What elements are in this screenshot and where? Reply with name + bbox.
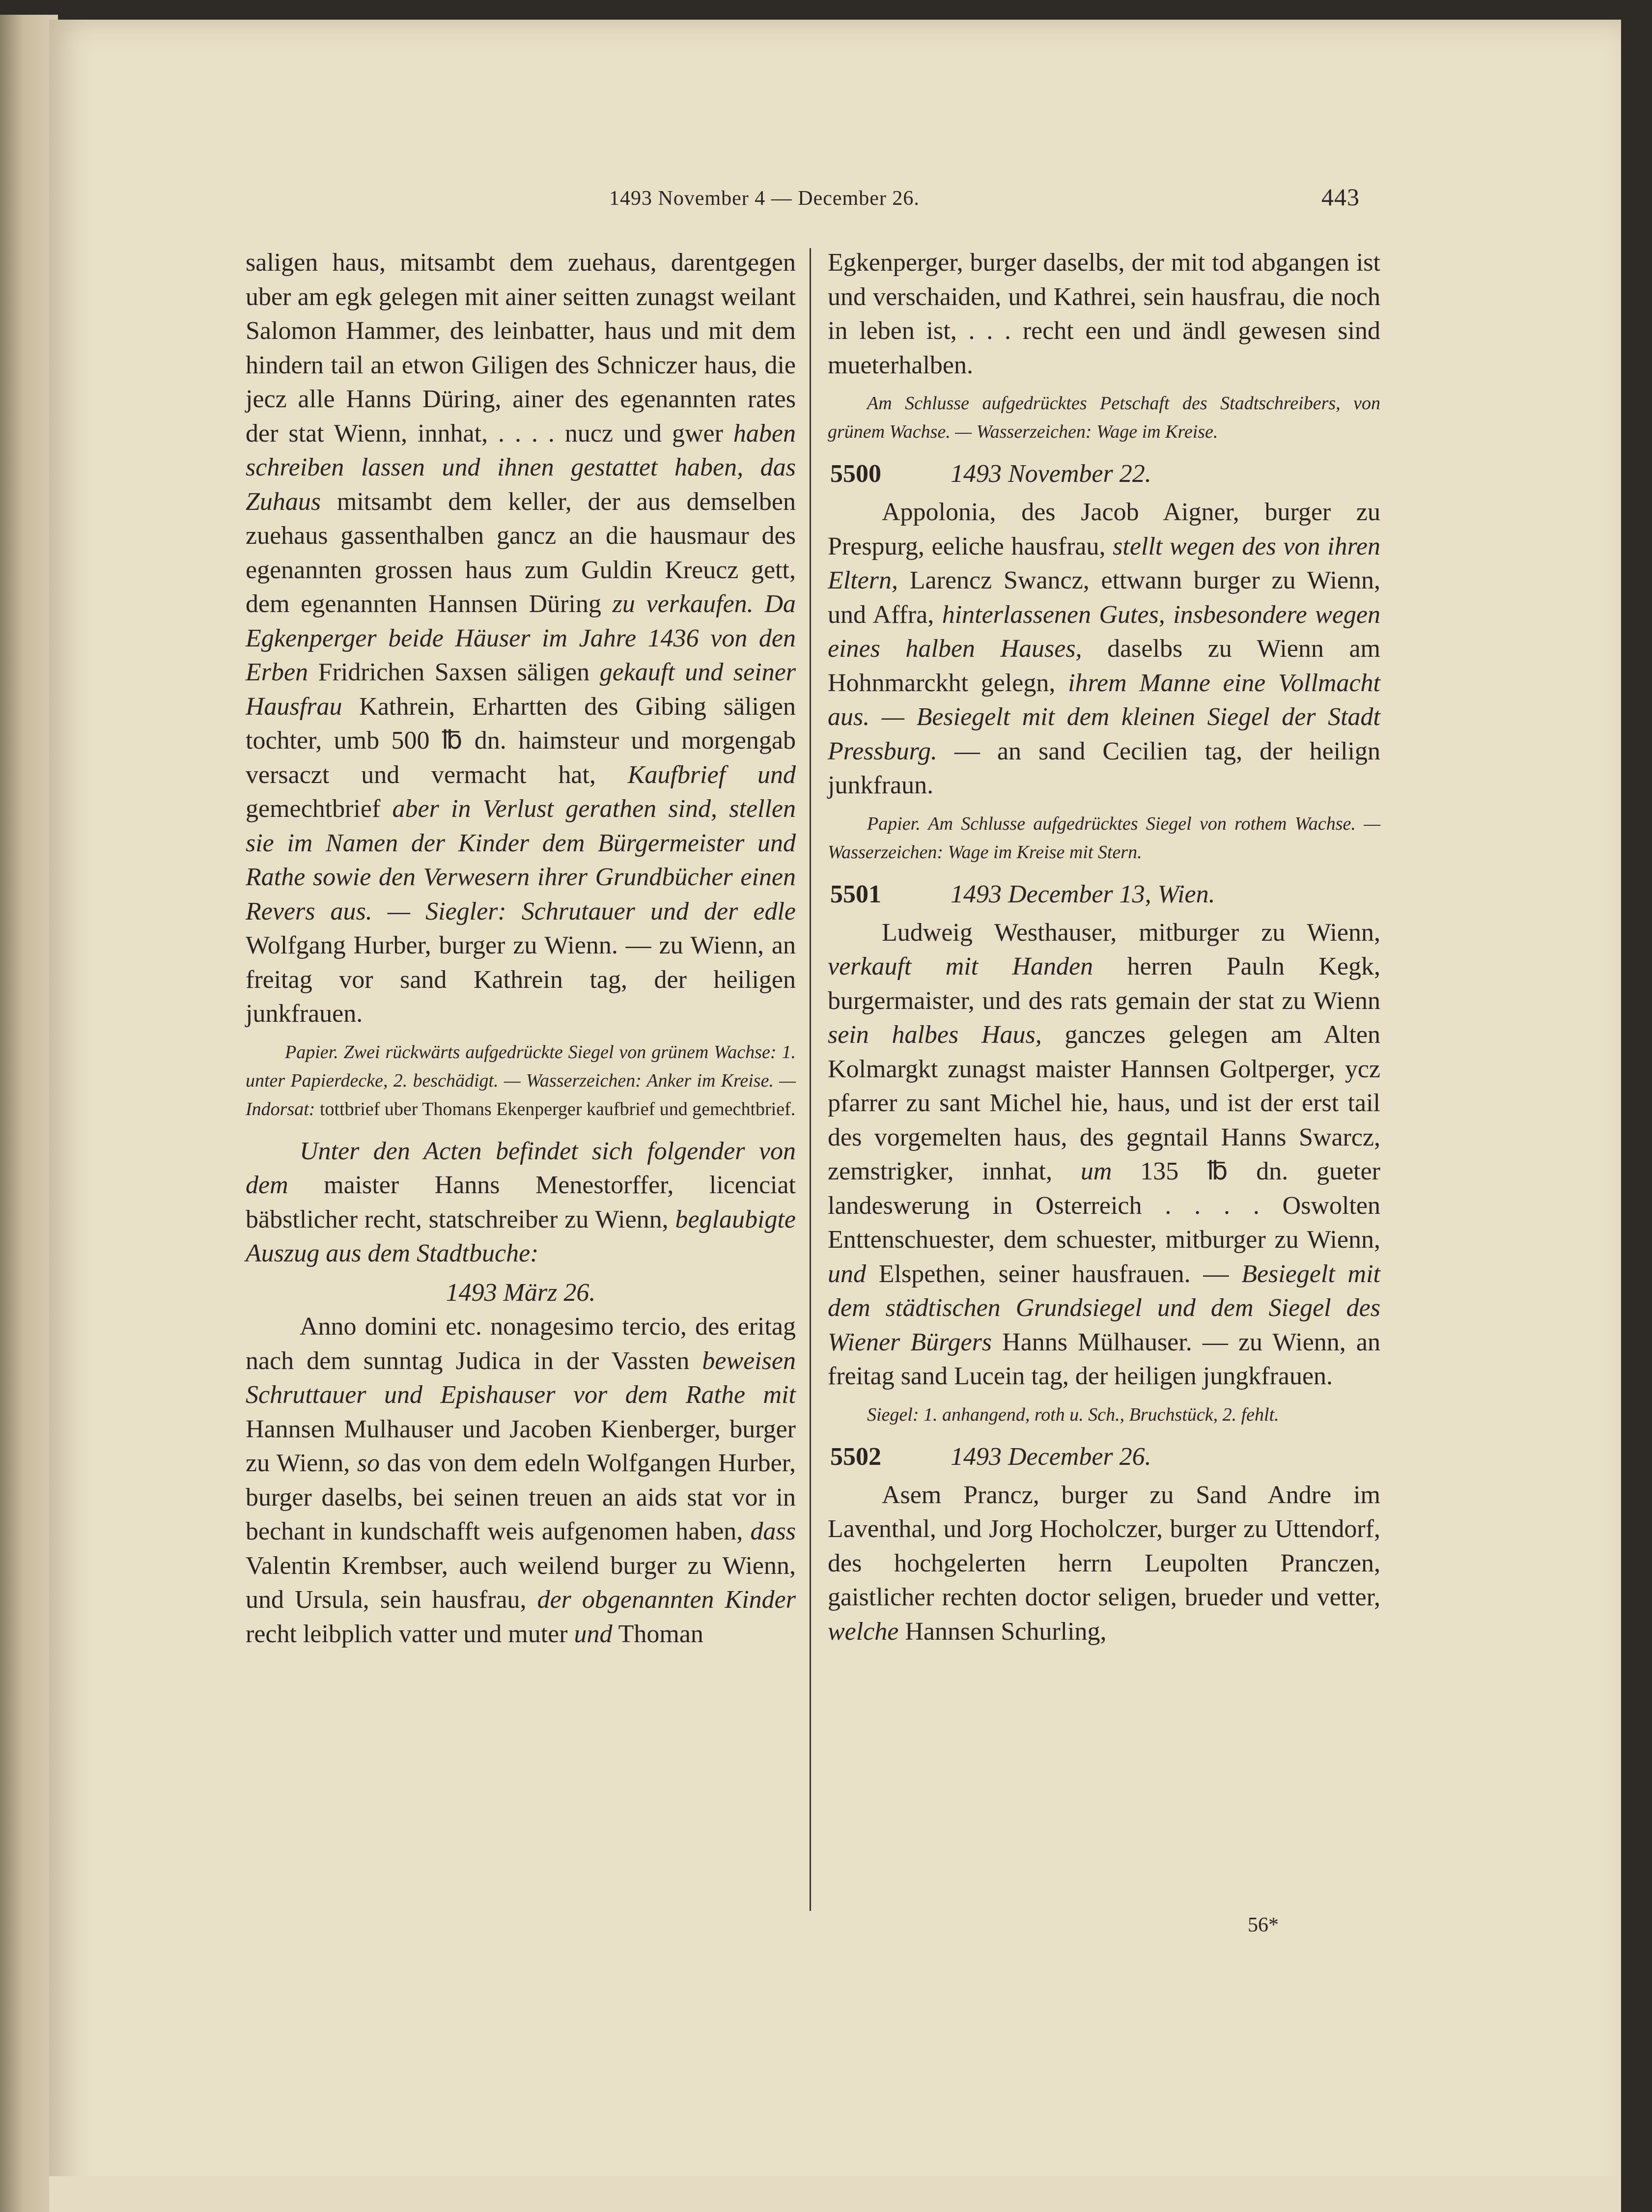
document-heading-5502 <box>828 1440 1380 1474</box>
header-date-range: 1493 November 4 — December 26. <box>609 187 920 210</box>
text-run-italic: zu verkaufen. Da Egkenperger beide Häuser im Jahre 1436 von den Erben <box>246 590 796 686</box>
archival-note: Am Schlusse aufgedrücktes Petschaft des Stadtschreibers, von grünem Wachse. — Wasserzeichen: Wage im Kreise. <box>828 393 1380 442</box>
signature-mark: 56* <box>1248 1914 1279 1936</box>
running-header <box>609 183 1375 221</box>
text-run-italic: um <box>1080 1157 1112 1185</box>
paragraph <box>246 1134 796 1271</box>
text-run: Larencz Swancz, ettwann burger zu Wienn, und Affra, <box>828 566 1380 629</box>
archival-note: Siegel: 1. anhangend, roth u. Sch., Bruchstück, 2. fehlt. <box>867 1404 1279 1425</box>
text-run-italic: beweisen Schruttauer und Epishauser vor dem Rathe mit <box>246 1346 796 1409</box>
text-run-italic: beglaubigte Auszug aus dem Stadtbuche: <box>246 1205 796 1267</box>
text-run: das von dem edeln Wolfgangen Hurber, burger daselbs, bei seinen treuen an aids stat vor in bechant in kundschafft weis aufgenomen haben, <box>246 1449 796 1545</box>
document-body-5502 <box>828 1478 1380 1649</box>
paragraph <box>246 1310 796 1651</box>
text-run-italic: der obgenannten Kinder <box>537 1586 796 1614</box>
text-run: Hannsen Mulhauser und Jacoben Kienberger, burger zu Wienn, <box>246 1415 796 1477</box>
text-run-italic: gekauft und seiner Hausfrau <box>246 658 796 721</box>
text-run-italic: und <box>574 1620 613 1648</box>
column-divider <box>810 248 811 1911</box>
text-run: Thoman <box>612 1620 703 1648</box>
document-number: 5500 <box>830 460 881 488</box>
right-column <box>828 246 1380 1649</box>
text-run-italic: und <box>828 1260 866 1288</box>
document-body-5501 <box>828 916 1380 1394</box>
text-run-italic: dass <box>750 1517 796 1545</box>
document-number: 5501 <box>830 880 881 908</box>
document-date: 1493 November 22. <box>951 460 1151 488</box>
text-run-italic: Unter den Acten befindet sich folgender von dem <box>246 1137 796 1199</box>
paragraph-continuation <box>246 246 796 1031</box>
page-bottom-margin <box>49 2176 1621 2212</box>
text-run: — an sand Cecilien tag, der heilign junkfraun. <box>828 737 1380 799</box>
text-run: Hanns Mülhauser. — zu Wienn, an freitag sand Lucein tag, der heiligen jungkfrauen. <box>828 1328 1380 1390</box>
text-run: ganczes gelegen am Alten Kolmargkt zunagst maister Hannsen Goltperger, ycz pfarrer zu sant Michel hie, haus, und ist der erst tail des vorgemelten haus, des gegntail Hanns Swarcz, zemstrigker, innhat, <box>828 1021 1380 1185</box>
text-run: Kathrein, Erhartten des Gibing säligen tochter, umb 500 ℔ dn. haimsteur und morgengab versaczt und vermacht hat, <box>246 692 796 789</box>
text-run: Appolonia, des Jacob Aigner, burger zu Prespurg, eeliche hausfrau, <box>828 498 1380 560</box>
text-run: Fridrichen Saxsen säligen <box>308 658 600 686</box>
archival-note: Papier. Am Schlusse aufgedrücktes Siegel von rothem Wachse. — Wasserzeichen: Wage im Kreise mit Stern. <box>828 813 1380 863</box>
document-number: 5502 <box>830 1442 881 1471</box>
text-run-italic: welche <box>828 1617 899 1646</box>
text-run: maister Hanns Menestorffer, licenciat bäbstlicher recht, statschreiber zu Wienn, <box>246 1171 796 1233</box>
archival-note <box>246 1038 796 1123</box>
text-run-italic: ihrem Manne eine Vollmacht aus. — Besiegelt mit dem kleinen Siegel der Stadt Pressburg. <box>828 669 1380 765</box>
paragraph-continuation: Egkenperger, burger daselbs, der mit tod abgangen ist und verschaiden, und Kathrei, sein hausfrau, die noch in leben ist, . . . recht een und ändl gewesen sind mueterhalben. <box>828 249 1380 379</box>
text-run-italic: sein halbes Haus, <box>828 1021 1042 1049</box>
text-run: saligen haus, mitsambt dem zuehaus, darentgegen uber am egk gelegen mit ainer seitten zunagst weilant Salomon Hammer, des leinbatter, haus und mit dem hindern tail an etwon Giligen des Schniczer haus, die jecz alle Hanns Düring, ainer des egenannten rates der stat Wienn, innhat, . . . . nucz und gwer <box>246 249 796 448</box>
note-text: Papier. Zwei rückwärts aufgedrückte Siegel von grünem Wachse: 1. unter Papierdecke, 2. beschädigt. — Wasserzeichen: Anker im Kreise. — Indorsat: <box>246 1041 796 1120</box>
text-run-italic: aber in Verlust gerathen sind, stellen sie im Namen der Kinder dem Bürgermeister und Rathe sowie den Verwesern ihrer Grundbücher einen Revers aus. — Siegler: Schrutauer und der edle <box>246 795 796 925</box>
document-body-5500 <box>828 495 1380 803</box>
text-run-italic: so <box>357 1449 380 1477</box>
document-heading-5500 <box>828 457 1380 491</box>
text-run: gemechtbrief <box>246 795 392 823</box>
text-run: mitsambt dem keller, der aus demselben zuehaus gassenthalben gancz an die hausmaur des egenannten grossen haus zum Guldin Kreucz gett, dem egenannten Hannsen Düring <box>246 487 796 618</box>
document-date: 1493 December 26. <box>951 1442 1151 1471</box>
text-run-italic: verkauft mit Handen <box>828 952 1093 980</box>
text-run: Valentin Krembser, auch weilend burger zu Wienn, und Ursula, sein hausfrau, <box>246 1551 796 1614</box>
left-column <box>246 246 796 1651</box>
text-run-italic: Kaufbrief und <box>627 760 796 789</box>
text-run: Anno domini etc. nonagesimo tercio, des eritag nach dem sunntag Judica in der Vassten <box>246 1313 796 1375</box>
text-run-italic: stellt wegen des von ihren Eltern, <box>828 532 1380 594</box>
text-run: daselbs zu Wienn am Hohnmarckht gelegn, <box>828 635 1380 697</box>
text-run: Elspethen, seiner hausfrauen. — <box>866 1260 1242 1288</box>
text-run: herren Pauln Kegk, burgermaister, und des rats gemain der stat zu Wienn <box>828 952 1381 1015</box>
text-run-italic: hinterlassenen Gutes, insbesondere wegen eines halben Hauses, <box>828 600 1380 663</box>
text-run-italic: haben schreiben lassen und ihnen gestattet haben, das Zuhaus <box>246 419 796 516</box>
text-run: Ludweig Westhauser, mitburger zu Wienn, <box>882 918 1380 947</box>
text-run: 135 ℔ dn. gueter landeswerung in Osterreich . . . . Oswolten Enttenschuester, dem schuester, mitburger zu Wienn, <box>828 1157 1380 1254</box>
document-heading-5501 <box>828 877 1380 912</box>
text-run: Hannsen Schurling, <box>898 1617 1107 1646</box>
sub-date-heading: 1493 März 26. <box>446 1278 596 1307</box>
text-run: Asem Prancz, burger zu Sand Andre im Laventhal, und Jorg Hocholczer, burger zu Uttendorf, des hochgelerten herrn Leupolten Pranczen, gaistlicher rechten doctor seligen, brueder und vetter, <box>828 1481 1380 1611</box>
text-run: Wolfgang Hurber, burger zu Wienn. — zu Wienn, an freitag vor sand Kathrein tag, der heiligen junkfrauen. <box>246 931 796 1028</box>
page-number: 443 <box>1321 183 1360 211</box>
document-date: 1493 December 13, Wien. <box>951 880 1215 908</box>
note-text-upright: tottbrief uber Thomans Ekenperger kaufbrief und gemechtbrief. <box>315 1098 796 1120</box>
text-run-italic: Besiegelt mit dem städtischen Grundsiegel und dem Siegel des Wiener Bürgers <box>828 1260 1381 1356</box>
text-run: recht leibplich vatter und muter <box>246 1620 574 1648</box>
